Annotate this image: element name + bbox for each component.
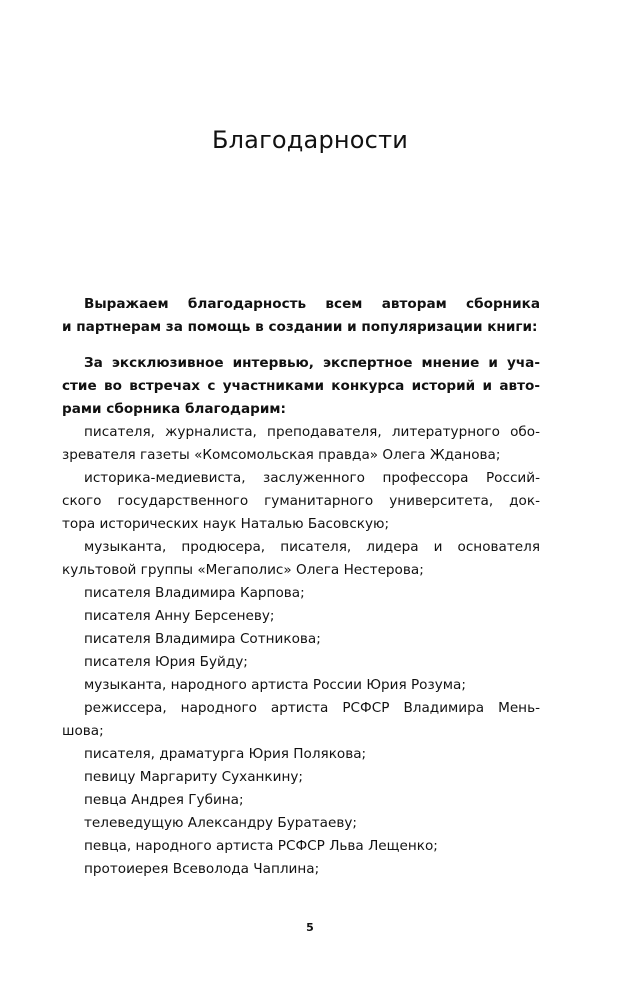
text-line: певца, народного артиста РСФСР Льва Лещенко; bbox=[84, 838, 438, 854]
text-line: писателя, драматурга Юрия Полякова; bbox=[84, 746, 367, 762]
text-line: протоиерея Всеволода Чаплина; bbox=[84, 861, 320, 877]
text-line: режиссера, народного артиста РСФСР Владимира Мень- bbox=[84, 700, 540, 716]
intro-line: Выражаем благодарность всем авторам сборника bbox=[84, 296, 540, 312]
lead-line: стие во встречах с участниками конкурса историй и авто- bbox=[62, 378, 540, 394]
paragraph-gap bbox=[62, 339, 540, 352]
text-line: певца Андрея Губина; bbox=[84, 792, 244, 808]
text-line: ского государственного гуманитарного университета, док- bbox=[62, 493, 540, 509]
text-line: шова; bbox=[62, 723, 104, 739]
text-line: культовой группы «Мегаполис» Олега Нестерова; bbox=[62, 562, 424, 578]
text-line: писателя Владимира Карпова; bbox=[84, 585, 305, 601]
text-line: телеведущую Александру Буратаеву; bbox=[84, 815, 357, 831]
text-line: писателя Юрия Буйду; bbox=[84, 654, 248, 670]
page-body bbox=[62, 293, 540, 881]
page-number: 5 bbox=[306, 921, 314, 934]
text-line: тора исторических наук Наталью Басовскую; bbox=[62, 516, 390, 532]
page-title: Благодарности bbox=[211, 126, 409, 154]
text-line: зревателя газеты «Комсомольская правда» Олега Жданова; bbox=[62, 447, 501, 463]
text-line: писателя Анну Берсеневу; bbox=[84, 608, 275, 624]
text-line: историка-медиевиста, заслуженного профессора Россий- bbox=[84, 470, 540, 486]
lead-line: За эксклюзивное интервью, экспертное мнение и уча- bbox=[84, 355, 540, 371]
lead-line: рами сборника благодарим: bbox=[62, 401, 286, 417]
intro-line: и партнерам за помощь в создании и популяризации книги: bbox=[62, 319, 538, 335]
text-line: музыканта, продюсера, писателя, лидера и основателя bbox=[84, 539, 540, 555]
text-line: музыканта, народного артиста России Юрия Розума; bbox=[84, 677, 466, 693]
text-line: писателя, журналиста, преподавателя, литературного обо- bbox=[84, 424, 540, 440]
text-line: писателя Владимира Сотникова; bbox=[84, 631, 321, 647]
text-line: певицу Маргариту Суханкину; bbox=[84, 769, 303, 785]
